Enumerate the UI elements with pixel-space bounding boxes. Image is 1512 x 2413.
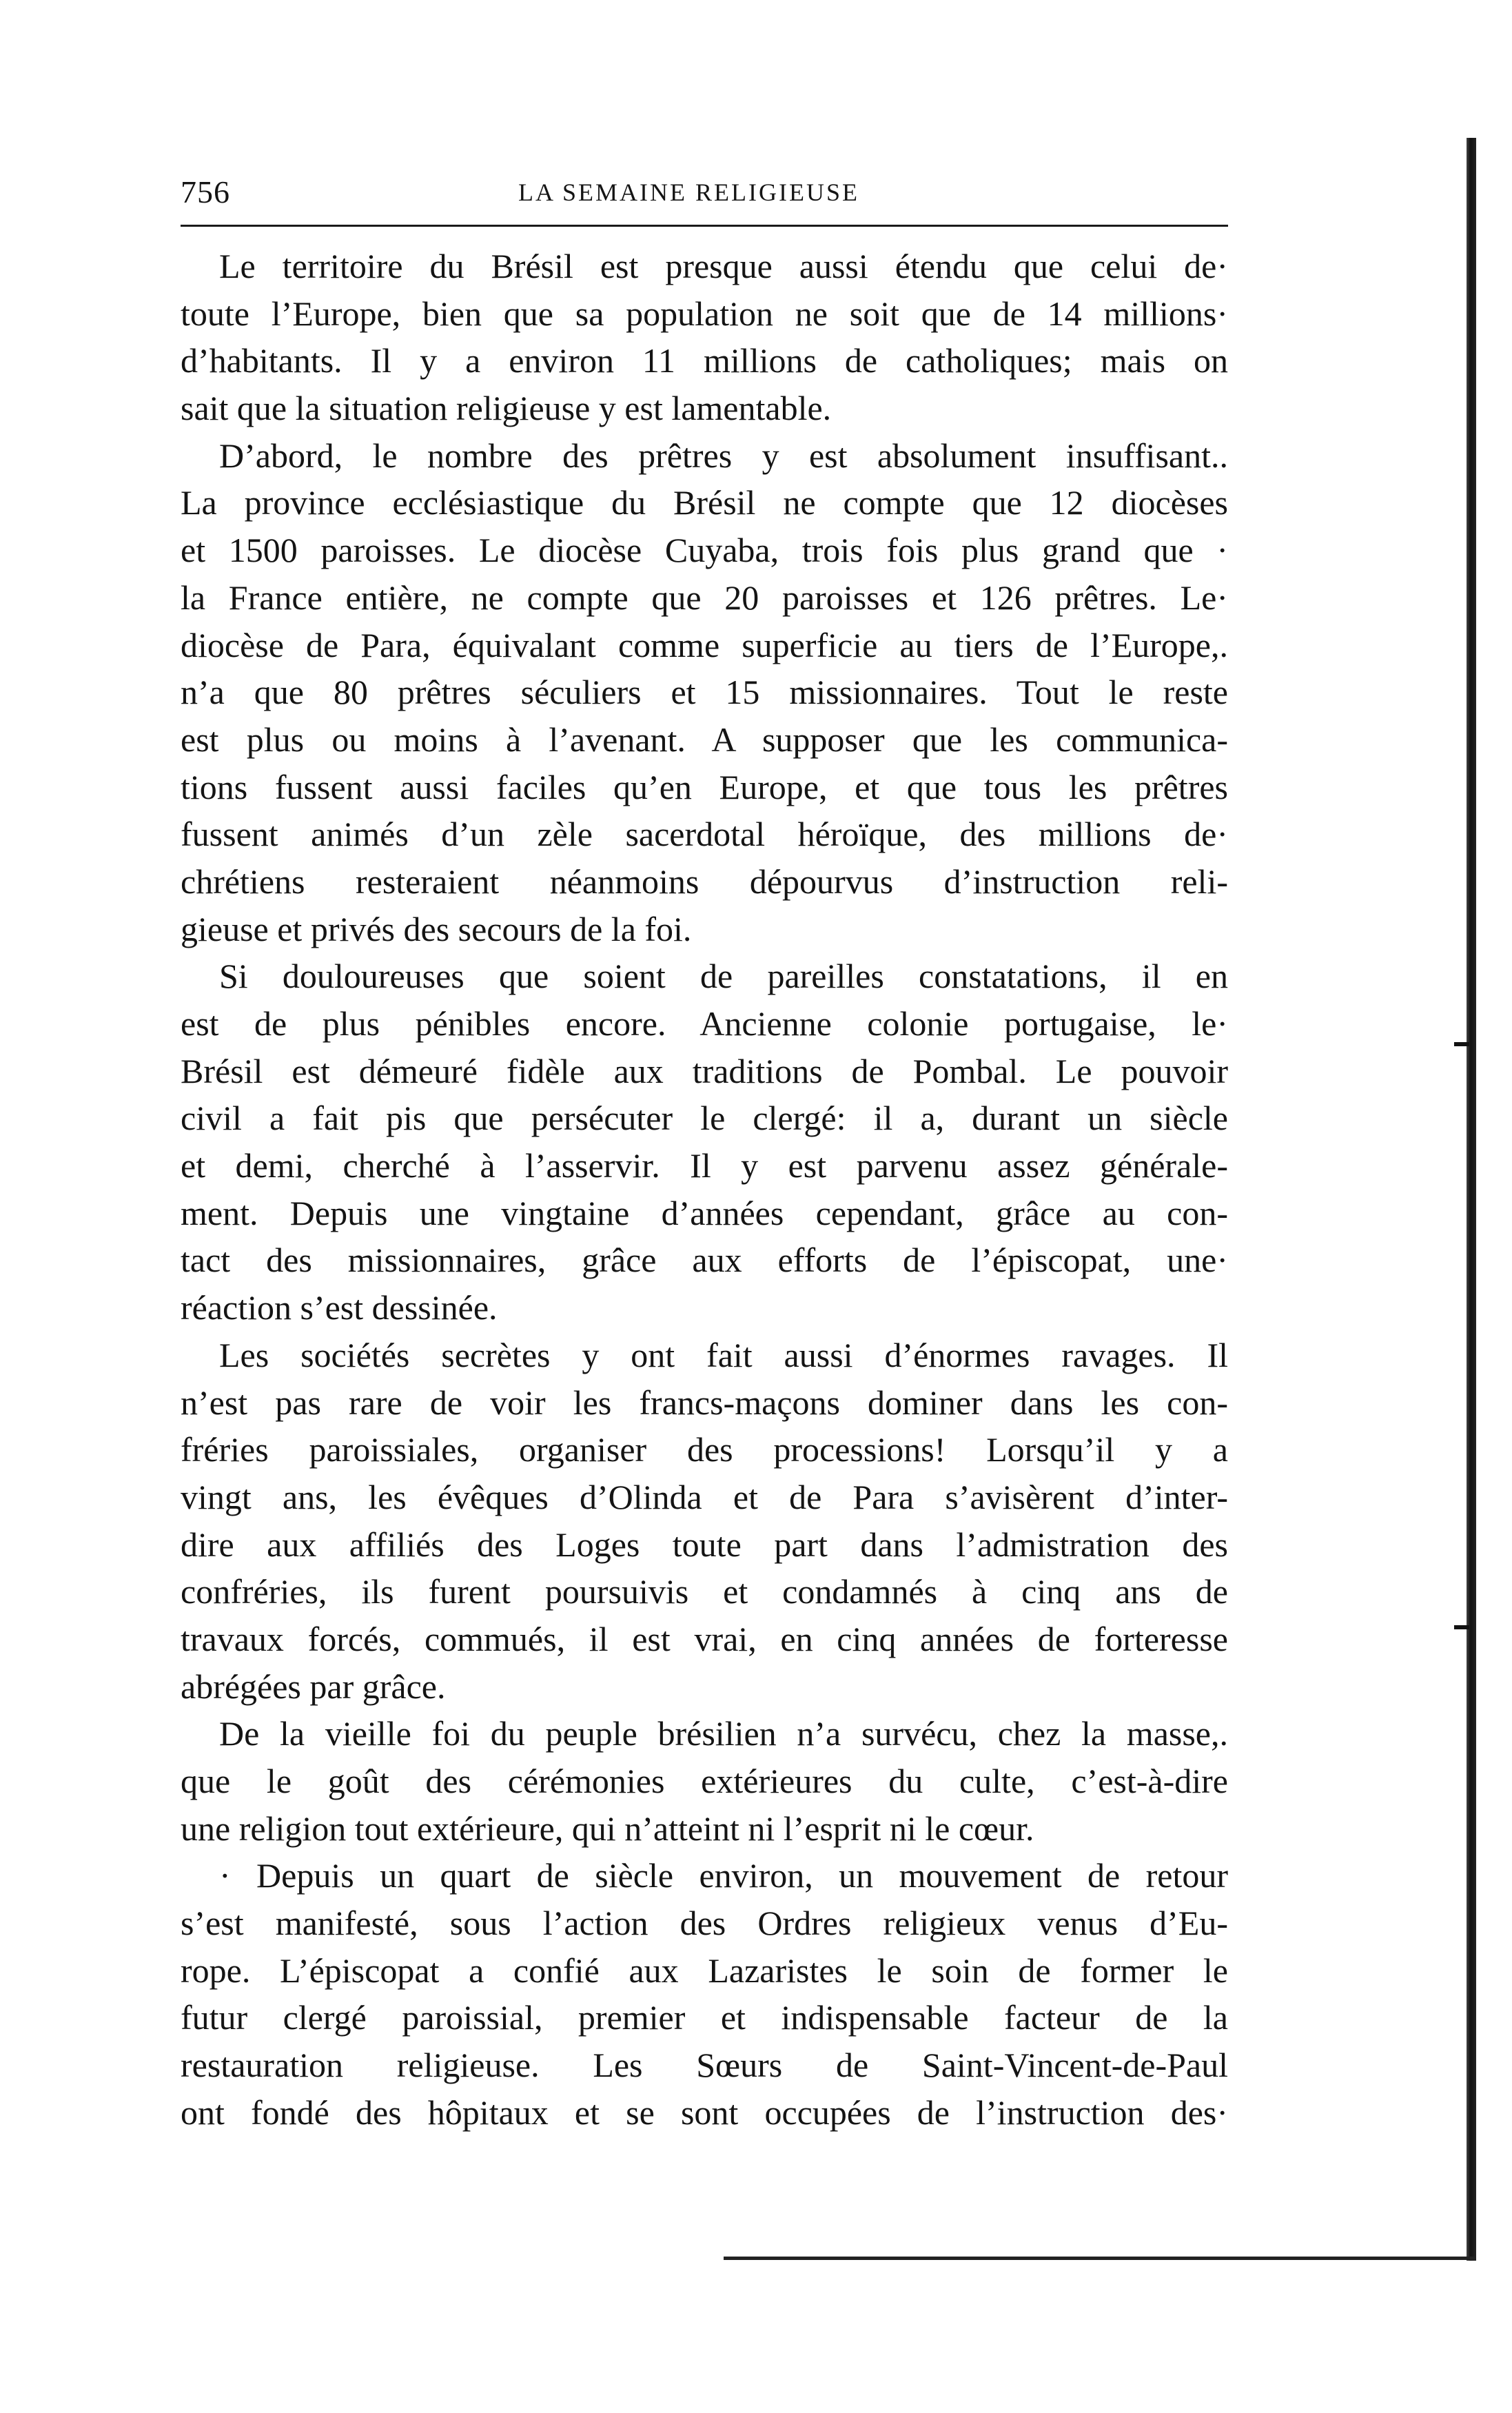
- text-line: tact des missionnaires, grâce aux efforts de l’épiscopat, une·: [181, 1241, 1228, 1280]
- body-text: [181, 243, 1228, 2137]
- bottom-edge-rule: [724, 2257, 1475, 2260]
- page-header: [181, 174, 1228, 218]
- text-line: sait que la situation religieuse y est lamentable.: [181, 389, 832, 428]
- text-line: abrégées par grâce.: [181, 1667, 446, 1706]
- text-line: dire aux affiliés des Loges toute part dans l’admistration des: [181, 1525, 1228, 1564]
- text-line: D’abord, le nombre des prêtres y est absolument insuffisant..: [219, 436, 1228, 475]
- text-line: De la vieille foi du peuple brésilien n’a survécu, chez la masse,.: [219, 1714, 1228, 1753]
- text-line: toute l’Europe, bien que sa population ne soit que de 14 millions·: [181, 294, 1228, 333]
- text-line: s’est manifesté, sous l’action des Ordres religieux venus d’Eu-: [181, 1904, 1228, 1943]
- text-line: et 1500 paroisses. Le diocèse Cuyaba, trois fois plus grand que ·: [181, 531, 1228, 570]
- header-rule: [181, 225, 1228, 227]
- text-line: tions fussent aussi faciles qu’en Europe, et que tous les prêtres: [181, 767, 1228, 806]
- text-line: Le territoire du Brésil est presque aussi étendu que celui de·: [219, 247, 1228, 285]
- text-line: Les sociétés secrètes y ont fait aussi d’énormes ravages. Il: [219, 1335, 1228, 1374]
- margin-mark: [1454, 1042, 1469, 1046]
- page-binding-shadow: [1467, 138, 1476, 2261]
- text-line: et demi, cherché à l’asservir. Il y est parvenu assez générale-: [181, 1146, 1228, 1185]
- text-line: ont fondé des hôpitaux et se sont occupées de l’instruction des·: [181, 2093, 1228, 2132]
- text-line: est plus ou moins à l’avenant. A supposer que les communica-: [181, 720, 1228, 759]
- text-line: gieuse et privés des secours de la foi.: [181, 909, 692, 948]
- text-line: la France entière, ne compte que 20 paroisses et 126 prêtres. Le·: [181, 578, 1228, 617]
- text-line: n’est pas rare de voir les francs-maçons dominer dans les con-: [181, 1383, 1228, 1422]
- text-line: fréries paroissiales, organiser des processions! Lorsqu’il y a: [181, 1430, 1228, 1469]
- text-line: civil a fait pis que persécuter le clergé: il a, durant un siècle: [181, 1099, 1228, 1138]
- text-line: restauration religieuse. Les Sœurs de Saint-Vincent-de-Paul: [181, 2046, 1228, 2085]
- text-line: confréries, ils furent poursuivis et condamnés à cinq ans de: [181, 1572, 1228, 1611]
- margin-mark: [1454, 1625, 1469, 1629]
- text-line: futur clergé paroissial, premier et indispensable facteur de la: [181, 1998, 1228, 2037]
- text-line: ment. Depuis une vingtaine d’années cependant, grâce au con-: [181, 1193, 1228, 1232]
- text-line: fussent animés d’un zèle sacerdotal héroïque, des millions de·: [181, 815, 1228, 854]
- text-line: une religion tout extérieure, qui n’atteint ni l’esprit ni le cœur.: [181, 1809, 1034, 1848]
- text-line: Si douloureuses que soient de pareilles constatations, il en: [219, 957, 1228, 996]
- text-line: est de plus pénibles encore. Ancienne colonie portugaise, le·: [181, 1004, 1228, 1043]
- text-line: chrétiens resteraient néanmoins dépourvus d’instruction reli-: [181, 862, 1228, 901]
- text-line: diocèse de Para, équivalant comme superficie au tiers de l’Europe,.: [181, 625, 1228, 664]
- page-number: 756: [181, 174, 230, 210]
- text-line: Brésil est démeuré fidèle aux traditions de Pombal. Le pouvoir: [181, 1051, 1228, 1090]
- text-line: n’a que 80 prêtres séculiers et 15 missionnaires. Tout le reste: [181, 673, 1228, 712]
- text-line: réaction s’est dessinée.: [181, 1288, 498, 1327]
- text-line: La province ecclésiastique du Brésil ne compte que 12 diocèses: [181, 483, 1228, 522]
- text-line: vingt ans, les évêques d’Olinda et de Para s’avisèrent d’inter-: [181, 1477, 1228, 1516]
- text-line: d’habitants. Il y a environ 11 millions de catholiques; mais on: [181, 341, 1228, 380]
- text-line: · Depuis un quart de siècle environ, un mouvement de retour: [219, 1856, 1228, 1895]
- text-line: travaux forcés, commués, il est vrai, en cinq années de forteresse: [181, 1619, 1228, 1658]
- running-title: LA SEMAINE RELIGIEUSE: [518, 179, 859, 206]
- text-line: rope. L’épiscopat a confié aux Lazaristes le soin de former le: [181, 1951, 1228, 1990]
- text-line: que le goût des cérémonies extérieures du culte, c’est-à-dire: [181, 1762, 1228, 1800]
